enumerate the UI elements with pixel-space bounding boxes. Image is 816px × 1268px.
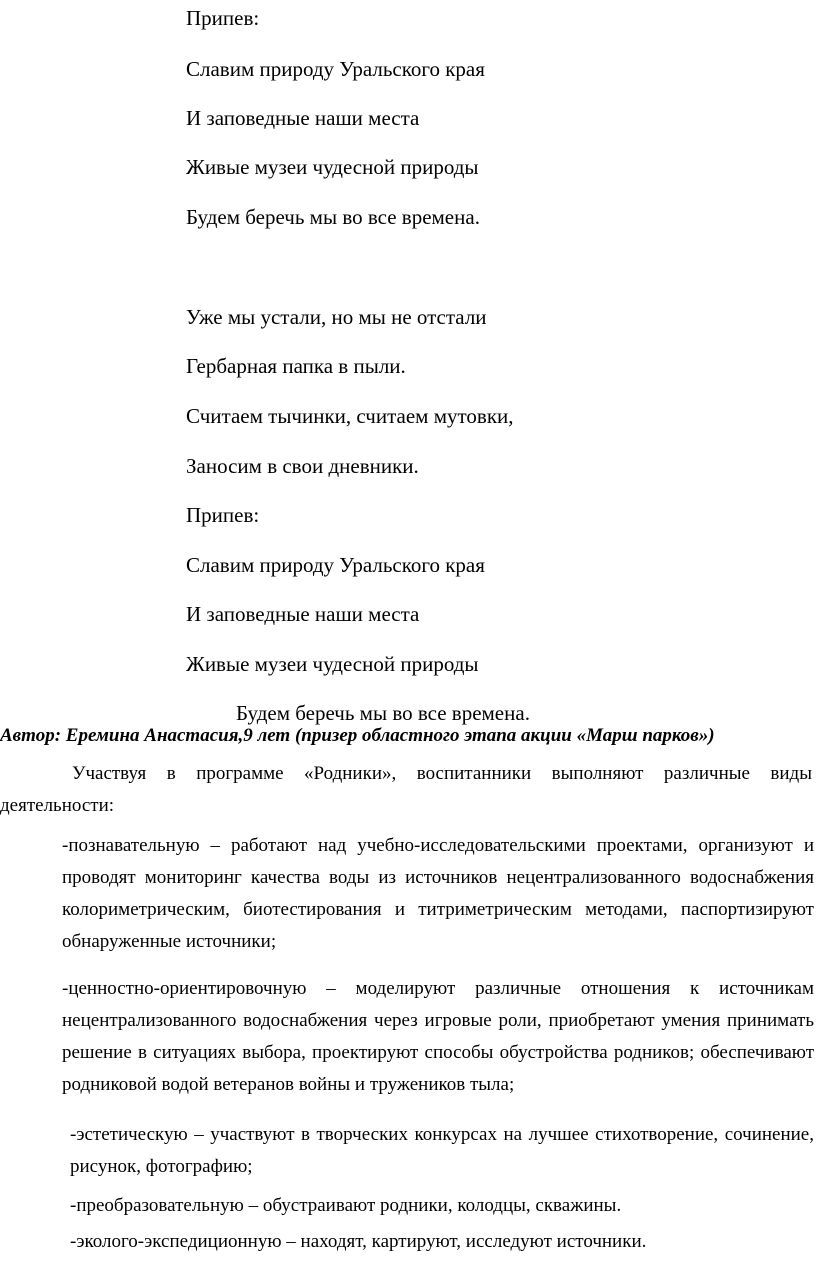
song-line: Уже мы устали, но мы не отстали: [186, 305, 487, 329]
song-line: И заповедные наши места: [186, 106, 420, 130]
activity-item: -ценностно-ориентировочную – моделируют различные отношения к источникам нецентрализованного водоснабжения через игровые роли, приобретают умения принимать решение в ситуациях выбора, проектируют способы обустройства родников; обеспечивают родниковой водой ветеранов войны и тружеников тыла;: [62, 978, 814, 1095]
song-line: Славим природу Уральского края: [186, 553, 485, 577]
song-line: Живые музеи чудесной природы: [186, 652, 479, 676]
activity-item: -эстетическую – участвуют в творческих конкурсах на лучшее стихотворение, сочинение, рисунок, фотографию;: [70, 1124, 814, 1177]
song-line: Славим природу Уральского края: [186, 57, 485, 81]
author-credit: Автор: Еремина Анастасия,9 лет (призер областного этапа акции «Марш парков»): [0, 725, 715, 746]
song-line: Припев:: [186, 6, 260, 30]
song-line: И заповедные наши места: [186, 602, 420, 626]
intro-paragraph: Участвуя в программе «Родники», воспитанники выполняют различные виды деятельности:: [0, 763, 812, 816]
song-line: Заносим в свои дневники.: [186, 454, 419, 478]
activity-item: -познавательную – работают над учебно-исследовательскими проектами, организуют и проводят мониторинг качества воды из источников нецентрализованного водоснабжения колориметрическим, биотестирования и титриметрическим методами, паспортизируют обнаруженные источники;: [62, 835, 814, 952]
activity-item: -эколого-экспедиционную – находят, картируют, исследуют источники.: [70, 1231, 647, 1252]
song-line: Считаем тычинки, считаем мутовки,: [186, 404, 514, 428]
song-line: Гербарная папка в пыли.: [186, 354, 406, 378]
activity-item: -преобразовательную – обустраивают родники, колодцы, скважины.: [70, 1195, 622, 1216]
song-line: Припев:: [186, 503, 260, 527]
song-line: Будем беречь мы во все времена.: [186, 205, 480, 229]
song-line: Будем беречь мы во все времена.: [236, 701, 530, 725]
song-line: Живые музеи чудесной природы: [186, 155, 479, 179]
